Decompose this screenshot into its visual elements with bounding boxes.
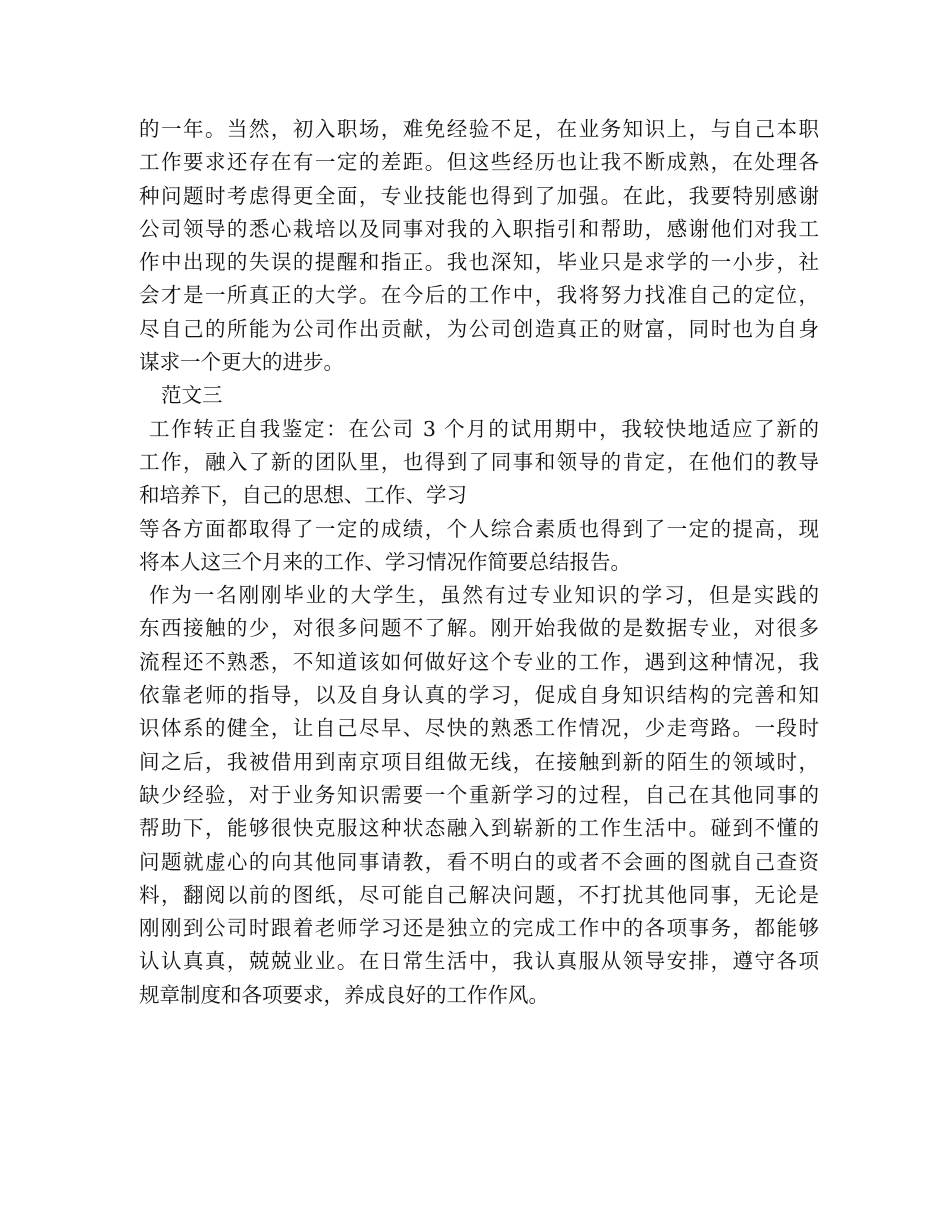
text-line: 依靠老师的指导，以及自身认真的学习，促成自身知识结构的完善和知 xyxy=(139,683,819,708)
text-line: 刚刚到公司时跟着老师学习还是独立的完成工作中的各项事务，都能够 xyxy=(139,916,819,941)
text-line: 间之后，我被借用到南京项目组做无线，在接触到新的陌生的领域时， xyxy=(139,749,819,774)
text-line: 尽自己的所能为公司作出贡献，为公司创造真正的财富，同时也为自身 xyxy=(139,316,819,341)
text-line: 问题就虚心的向其他同事请教，看不明白的或者不会画的图就自己查资 xyxy=(139,849,819,874)
text-line: 帮助下，能够很快克服这种状态融入到崭新的工作生活中。碰到不懂的 xyxy=(139,816,819,841)
text-line: 东西接触的少，对很多问题不了解。刚开始我做的是数据专业，对很多 xyxy=(139,616,819,641)
text-line: 识体系的健全，让自己尽早、尽快的熟悉工作情况，少走弯路。一段时 xyxy=(139,716,819,741)
text-line: 的一年。当然，初入职场，难免经验不足，在业务知识上，与自己本职 xyxy=(139,117,819,141)
text-line: 公司领导的悉心栽培以及同事对我的入职指引和帮助，感谢他们对我工 xyxy=(139,216,819,241)
text-line: 缺少经验，对于业务知识需要一个重新学习的过程，自己在其他同事的 xyxy=(139,782,819,807)
text-line: 规章制度和各项要求，养成良好的工作作风。 xyxy=(139,982,549,1007)
text-line: 将本人这三个月来的工作、学习情况作简要总结报告。 xyxy=(139,549,631,574)
text-line: 等各方面都取得了一定的成绩，个人综合素质也得到了一定的提高，现 xyxy=(139,516,819,541)
text-line: 作为一名刚刚毕业的大学生，虽然有过专业知识的学习，但是实践的 xyxy=(149,583,819,608)
text-line: 认认真真，兢兢业业。在日常生活中，我认真服从领导安排，遵守各项 xyxy=(139,949,819,974)
text-line: 谋求一个更大的进步。 xyxy=(139,350,344,375)
text-line: 工作要求还存在有一定的差距。但这些经历也让我不断成熟，在处理各 xyxy=(139,150,819,175)
text-line: 种问题时考虑得更全面，专业技能也得到了加强。在此，我要特别感谢 xyxy=(139,183,819,208)
text-line: 流程还不熟悉，不知道该如何做好这个专业的工作，遇到这种情况，我 xyxy=(139,649,819,674)
text-line: 工作，融入了新的团队里，也得到了同事和领导的肯定，在他们的教导 xyxy=(139,449,819,474)
text-line: 料，翻阅以前的图纸，尽可能自己解决问题，不打扰其他同事，无论是 xyxy=(139,882,819,907)
text-line: 和培养下，自己的思想、工作、学习 xyxy=(139,483,467,508)
text-line: 作中出现的失误的提醒和指正。我也深知，毕业只是求学的一小步，社 xyxy=(139,250,819,275)
text-line: 工作转正自我鉴定：在公司 3 个月的试用期中，我较快地适应了新的 xyxy=(149,416,819,441)
section-heading: 范文三 xyxy=(161,383,223,408)
text-line: 会才是一所真正的大学。在今后的工作中，我将努力找准自己的定位， xyxy=(139,283,819,308)
body-text xyxy=(139,113,819,1012)
